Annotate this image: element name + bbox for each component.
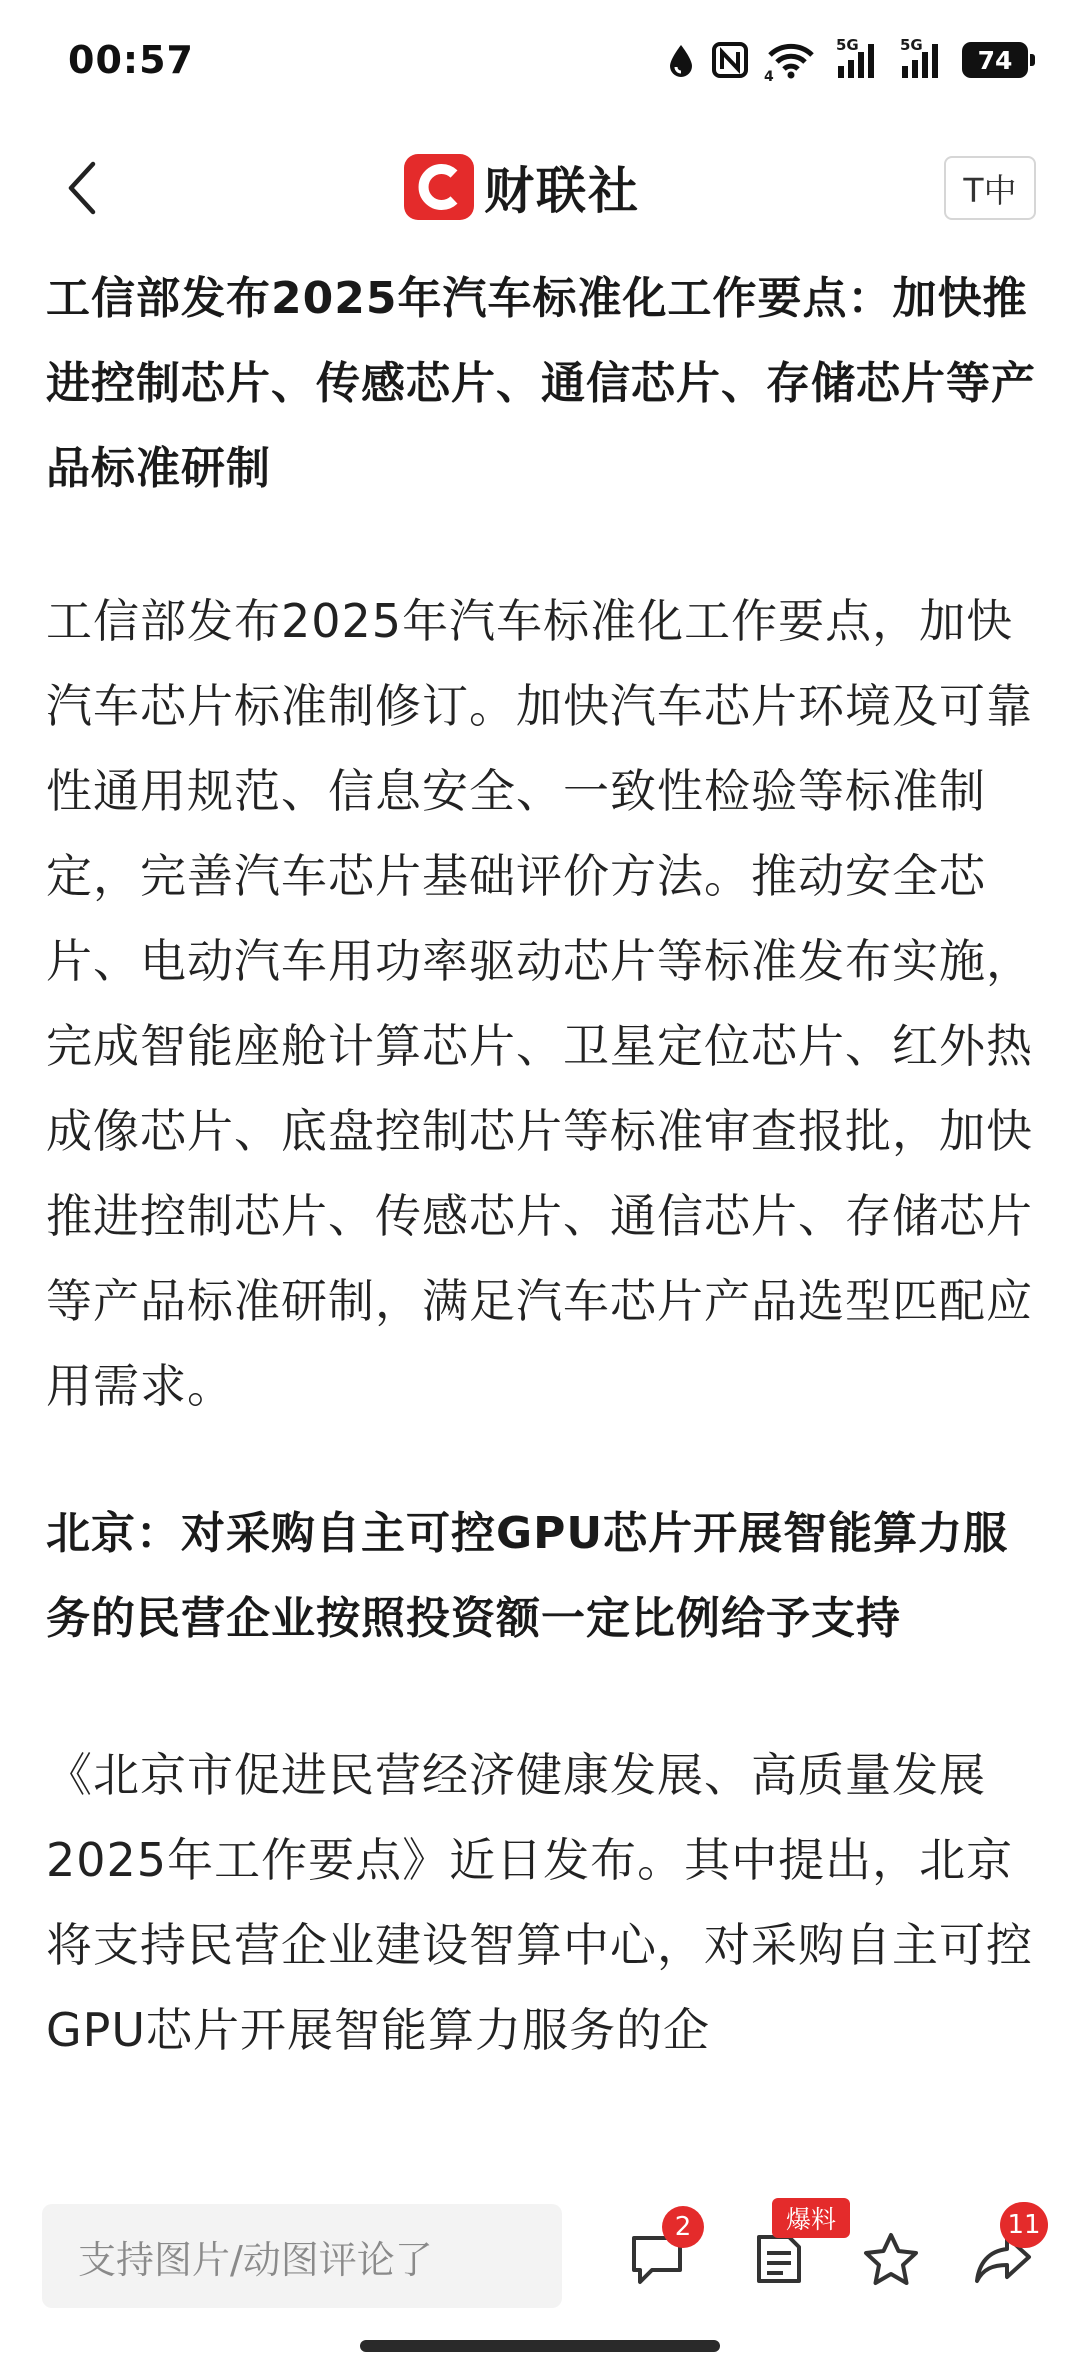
section-2-paragraph: 《北京市促进民营经济健康发展、高质量发展2025年工作要点》近日发布。其中提出，北京将支持民营企业建设智算中心，对采购自主可控GPU芯片开展智能算力服务的企 (46, 1748, 1033, 2057)
back-button[interactable] (52, 156, 112, 220)
share-button[interactable] (958, 2210, 1048, 2304)
signal-icon-2 (898, 36, 944, 80)
section-2-headline: 北京：对采购自主可控GPU芯片开展智能算力服务的民营企业按照投资额一定比例给予支持 (46, 1508, 1009, 1644)
wifi-icon (764, 41, 816, 85)
battery-icon (962, 42, 1028, 78)
logo-badge-icon (404, 154, 474, 220)
status-bar (0, 0, 1080, 128)
chevron-left-icon (65, 160, 99, 216)
status-time: 00:57 (68, 38, 194, 82)
section-1-paragraph: 工信部发布2025年汽车标准化工作要点，加快汽车芯片标准制修订。加快汽车芯片环境及可靠性通用规范、信息安全、一致性检验等标准制定，完善汽车芯片基础评价方法。推动安全芯片、电动汽车用功率驱动芯片等标准发布实施，完成智能座舱计算芯片、卫星定位芯片、红外热成像芯片、底盘控制芯片等标准审查报批，加快推进控制芯片、传感芯片、通信芯片、存储芯片等产品标准研制，满足汽车芯片产品选型匹配应用需求。 (46, 594, 1033, 1413)
battery-level: 74 (977, 45, 1013, 75)
tip-badge: 爆料 (772, 2198, 850, 2238)
comment-count-badge: 2 (662, 2206, 704, 2248)
drop-icon (668, 43, 694, 77)
article-body (46, 256, 1036, 2073)
signal-2-label: 5G (900, 36, 923, 54)
status-icons (668, 36, 1028, 85)
app-header (0, 128, 1080, 248)
tip-button[interactable] (734, 2205, 836, 2304)
share-count-badge: 11 (1000, 2202, 1048, 2248)
favorite-button[interactable] (846, 2214, 936, 2304)
home-indicator[interactable] (360, 2340, 720, 2352)
signal-icon-1 (834, 36, 880, 80)
section-1-headline: 工信部发布2025年汽车标准化工作要点：加快推进控制芯片、传感芯片、通信芯片、存储芯片等产品标准研制 (46, 273, 1036, 494)
font-size-button[interactable]: T中 (944, 156, 1036, 220)
logo-text: 财联社 (484, 162, 640, 220)
star-icon (862, 2231, 920, 2287)
wifi-label: 4 (764, 69, 774, 85)
document-icon (753, 2231, 805, 2287)
comment-input[interactable]: 支持图片/动图评论了 (42, 2204, 562, 2308)
comment-button[interactable] (612, 2214, 702, 2304)
nfc-icon (712, 42, 748, 78)
signal-1-label: 5G (836, 36, 859, 54)
app-logo (404, 154, 640, 220)
